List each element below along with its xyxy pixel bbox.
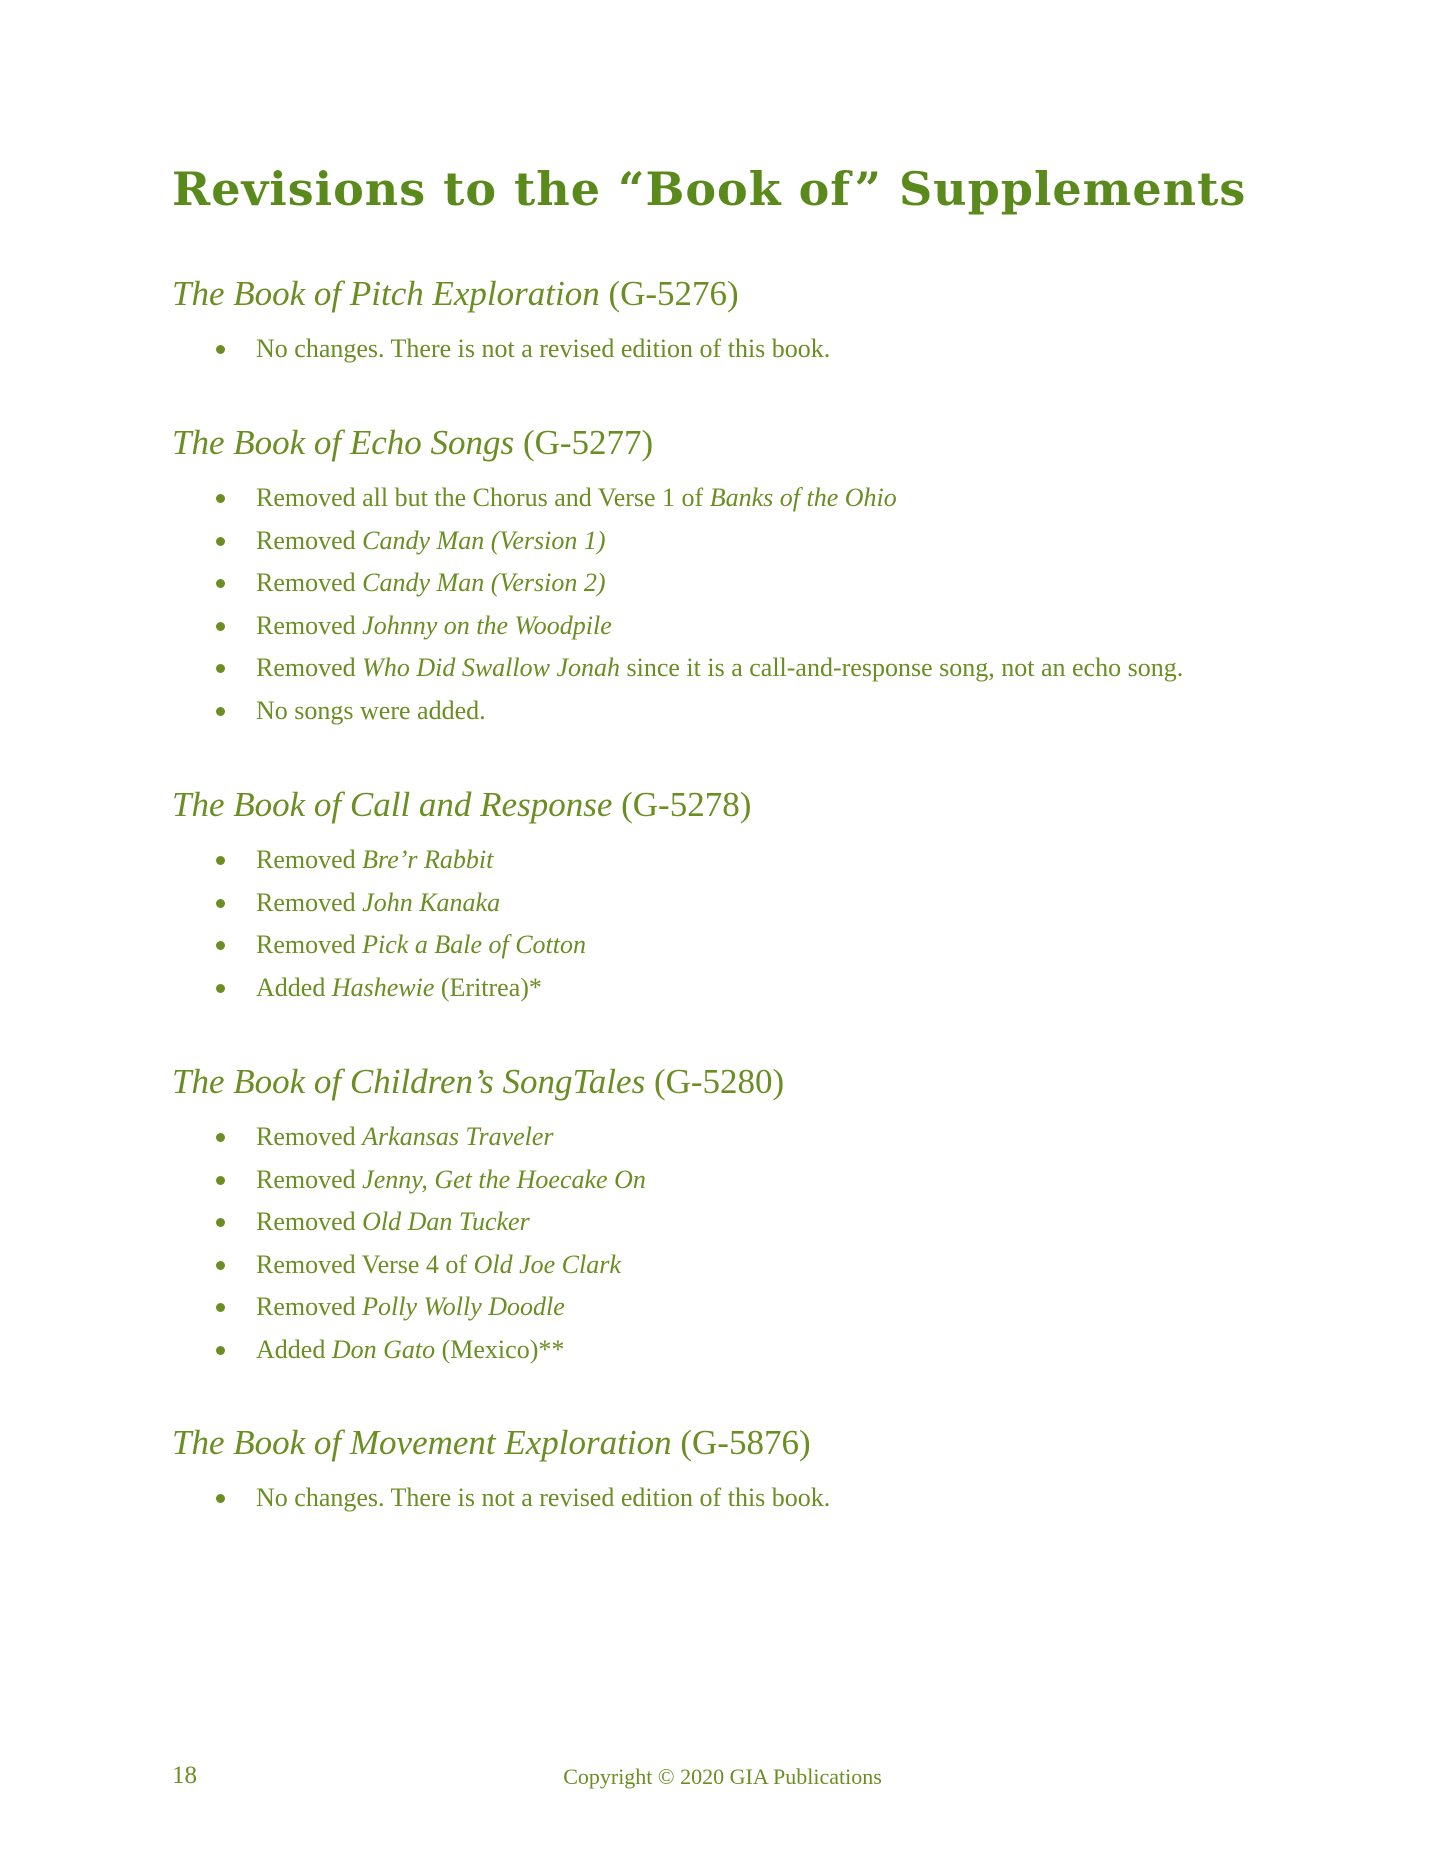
list-item: Removed Candy Man (Version 2) [172,562,1322,605]
list-item: Removed Johnny on the Woodpile [172,605,1322,648]
section-heading [172,1060,1322,1104]
bullet-icon [216,494,225,503]
list-item: Removed Pick a Bale of Cotton [172,924,1322,967]
book-code: (G-5278) [612,785,752,824]
revision-list [172,1116,1322,1371]
book-title: The Book of Movement Exploration [172,1423,672,1462]
page-title: Revisions to the “Book of” Supplements [172,162,1247,216]
list-item: Removed Verse 4 of Old Joe Clark [172,1244,1322,1287]
bullet-icon [216,1218,225,1227]
page-number: 18 [172,1762,197,1789]
list-item: Removed Who Did Swallow Jonah since it is a call-and-response song, not an echo song. [172,647,1322,690]
copyright-notice: Copyright © 2020 GIA Publications [563,1764,882,1789]
bullet-icon [216,1133,225,1142]
bullet-icon [216,537,225,546]
section-heading [172,421,1322,465]
revision-list [172,328,1322,371]
bullet-icon [216,707,225,716]
list-item: Removed Polly Wolly Doodle [172,1286,1322,1329]
bullet-icon [216,579,225,588]
list-item: Removed John Kanaka [172,882,1322,925]
bullet-icon [216,941,225,950]
bullet-icon [216,1261,225,1270]
list-item: Removed all but the Chorus and Verse 1 of Banks of the Ohio [172,477,1322,520]
section-call-and-response [172,783,1322,1009]
book-title: The Book of Echo Songs [172,423,515,462]
list-item: Removed Bre’r Rabbit [172,839,1322,882]
bullet-icon [216,1494,225,1503]
section-movement-exploration [172,1421,1322,1520]
list-item: Added Hashewie (Eritrea)* [172,967,1322,1010]
bullet-icon [216,1346,225,1355]
list-item: Added Don Gato (Mexico)** [172,1329,1322,1372]
book-code: (G-5876) [671,1423,811,1462]
book-code: (G-5277) [514,423,654,462]
section-childrens-songtales [172,1060,1322,1371]
bullet-icon [216,622,225,631]
section-heading [172,783,1322,827]
bullet-icon [216,1303,225,1312]
revision-list [172,839,1322,1009]
bullet-icon [216,345,225,354]
bullet-icon [216,664,225,673]
book-code: (G-5280) [645,1062,785,1101]
list-item: No changes. There is not a revised edition of this book. [172,328,1322,371]
bullet-icon [216,984,225,993]
section-echo-songs [172,421,1322,732]
revision-list [172,1477,1322,1520]
section-heading [172,272,1322,316]
bullet-icon [216,899,225,908]
section-heading [172,1421,1322,1465]
list-item: Removed Arkansas Traveler [172,1116,1322,1159]
list-item: Removed Candy Man (Version 1) [172,520,1322,563]
bullet-icon [216,1176,225,1185]
bullet-icon [216,856,225,865]
book-code: (G-5276) [599,274,739,313]
revision-list [172,477,1322,732]
book-title: The Book of Pitch Exploration [172,274,600,313]
book-title: The Book of Children’s SongTales [172,1062,646,1101]
list-item: Removed Old Dan Tucker [172,1201,1322,1244]
list-item: No songs were added. [172,690,1322,733]
section-pitch-exploration [172,272,1322,371]
list-item: Removed Jenny, Get the Hoecake On [172,1159,1322,1202]
book-title: The Book of Call and Response [172,785,613,824]
list-item: No changes. There is not a revised edition of this book. [172,1477,1322,1520]
